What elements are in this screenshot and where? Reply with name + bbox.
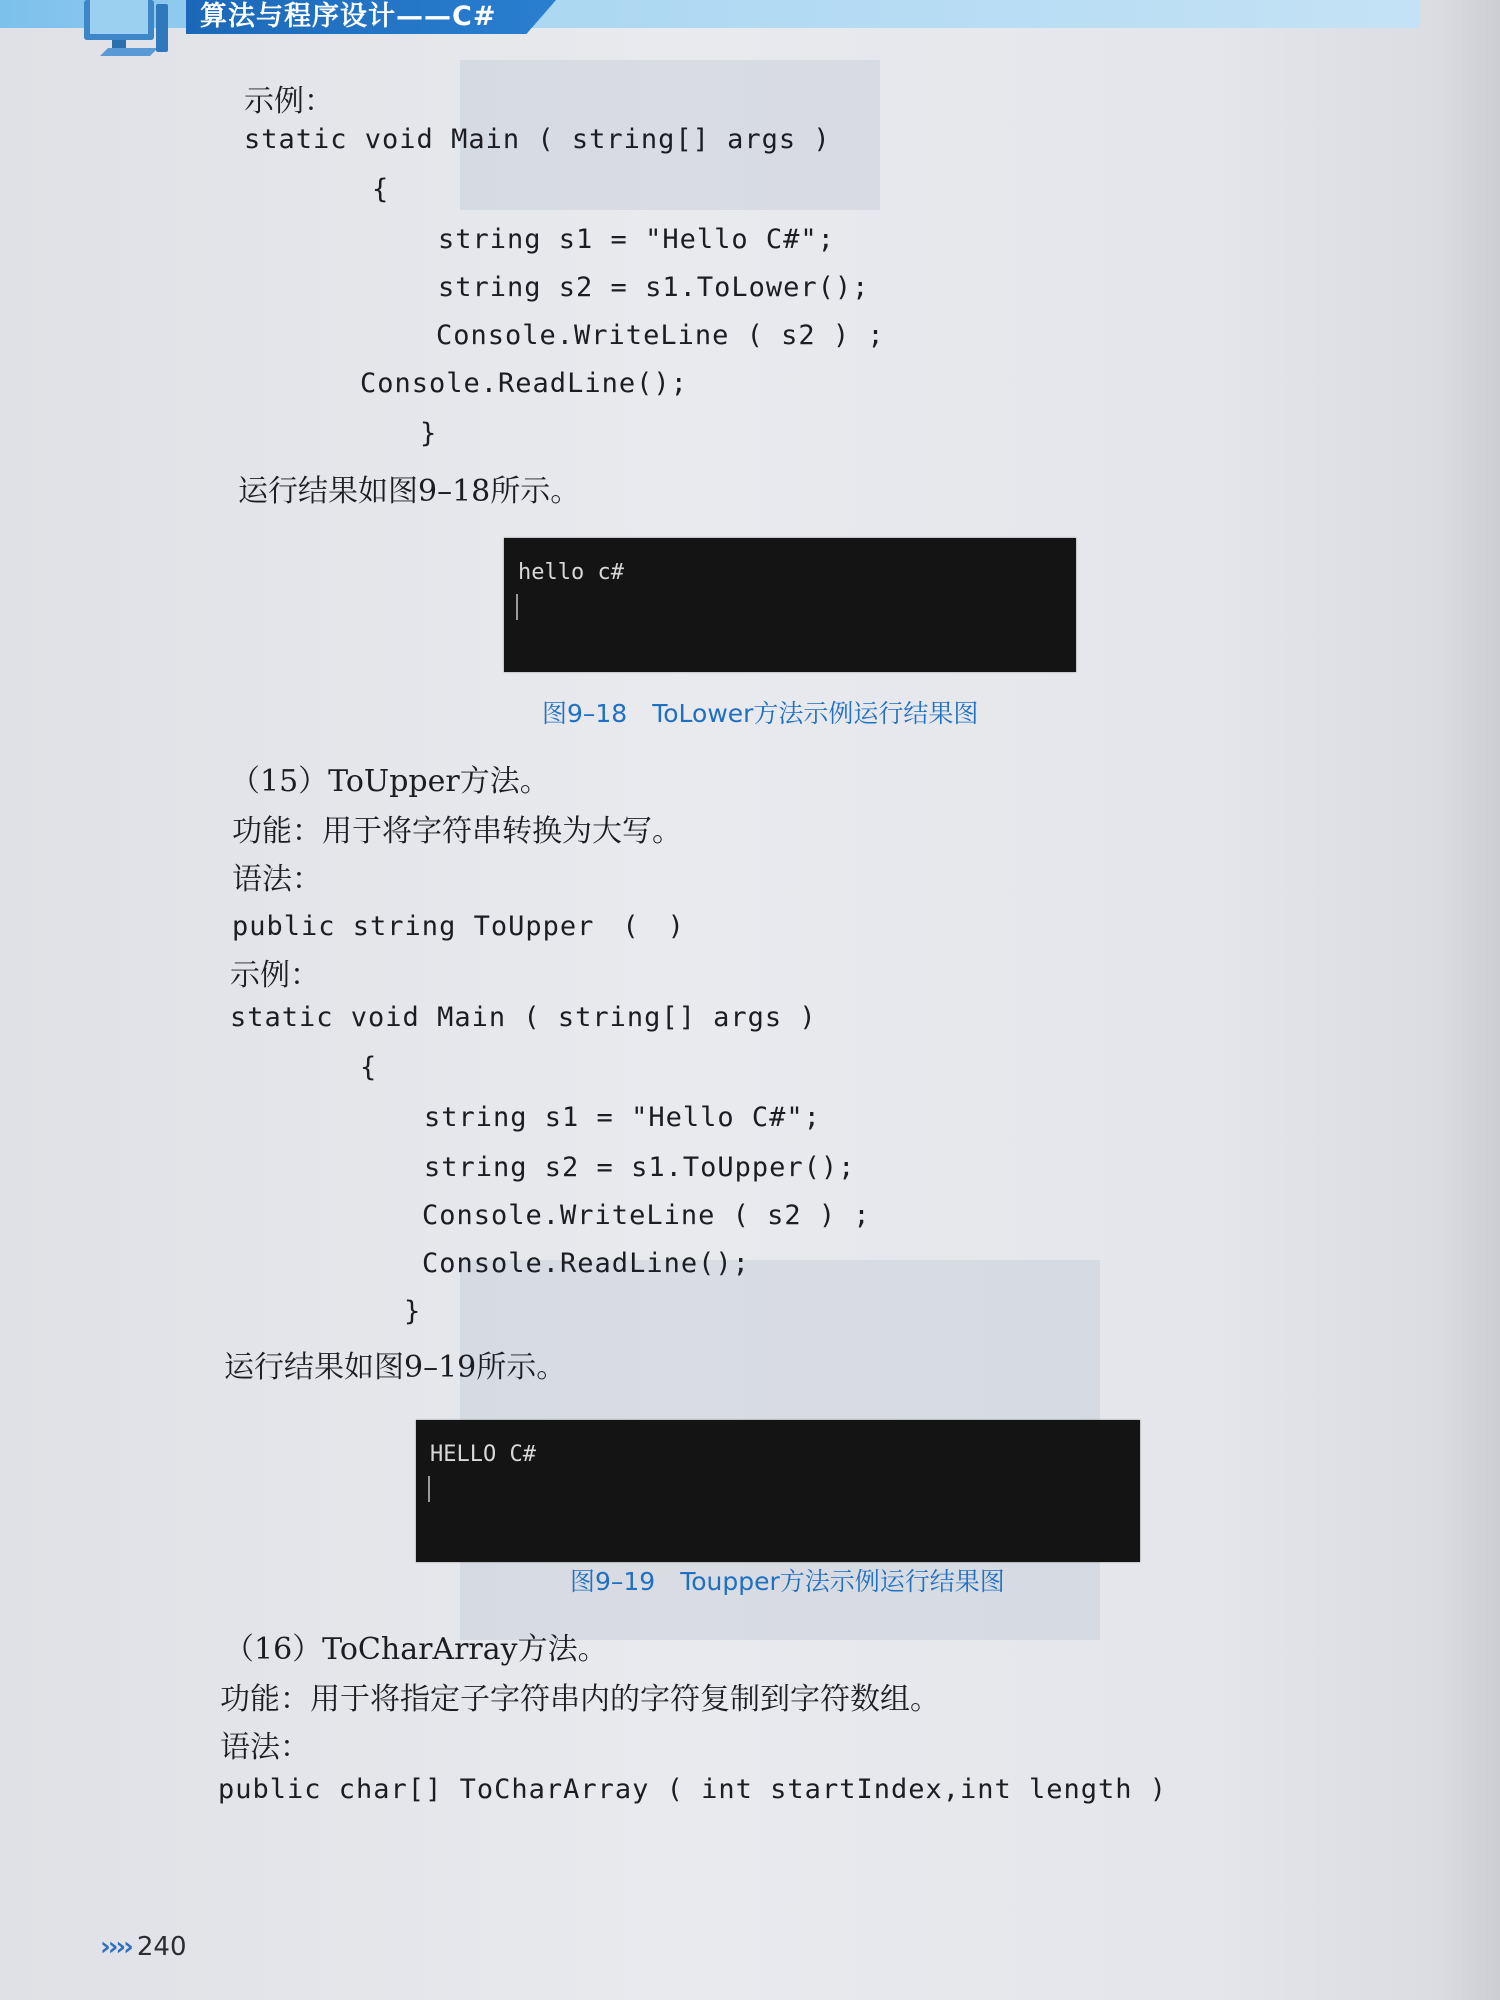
- code-line: string s2 = s1.ToLower();: [438, 272, 870, 303]
- section-heading: （15）ToUpper方法。: [230, 764, 550, 799]
- code-line: }: [420, 418, 438, 449]
- console-output: hello c#: [518, 560, 624, 585]
- page-number-value: 240: [136, 1932, 187, 1962]
- page-edge-shadow: [1440, 0, 1500, 2000]
- arrow-icon: ››››: [100, 1932, 131, 1962]
- page-number: [100, 1932, 187, 1962]
- console-window-9-19: [416, 1420, 1140, 1562]
- code-line: Console.WriteLine ( s2 ) ;: [422, 1200, 871, 1231]
- code-line: Console.ReadLine();: [360, 368, 688, 399]
- code-line: string s2 = s1.ToUpper();: [424, 1152, 856, 1183]
- code-line: Console.ReadLine();: [422, 1248, 750, 1279]
- console-output: HELLO C#: [430, 1442, 536, 1467]
- example-label: 示例：: [244, 84, 334, 119]
- figure-caption: 图9–18 ToLower方法示例运行结果图: [542, 699, 979, 728]
- result-text: 运行结果如图9–18所示。: [238, 474, 581, 509]
- figure-caption: 图9–19 Toupper方法示例运行结果图: [570, 1567, 1005, 1596]
- code-line: string s1 = "Hello C#";: [438, 224, 835, 255]
- section-heading: （16）ToCharArray方法。: [224, 1632, 608, 1667]
- code-line: Console.WriteLine ( s2 ) ;: [436, 320, 885, 351]
- function-text: 功能：用于将指定子字符串内的字符复制到字符数组。: [220, 1682, 940, 1717]
- console-window-9-18: [504, 538, 1076, 672]
- syntax-label: 语法：: [232, 862, 322, 897]
- result-text: 运行结果如图9–19所示。: [224, 1350, 567, 1385]
- code-line: static void Main ( string[] args ): [230, 1002, 817, 1033]
- code-line: {: [372, 174, 390, 205]
- example-label: 示例：: [230, 958, 320, 993]
- code-line: static void Main ( string[] args ): [244, 124, 831, 155]
- code-line: }: [404, 1296, 422, 1327]
- syntax-code: public string ToUpper ( ): [232, 911, 685, 942]
- function-text: 功能：用于将字符串转换为大写。: [232, 814, 682, 849]
- book-title: 算法与程序设计——C#: [200, 1, 497, 32]
- console-cursor: [516, 594, 518, 620]
- code-line: string s1 = "Hello C#";: [424, 1102, 821, 1133]
- console-cursor: [428, 1476, 430, 1502]
- computer-icon: [80, 0, 170, 60]
- syntax-label: 语法：: [220, 1730, 310, 1765]
- code-line: {: [360, 1052, 378, 1083]
- syntax-code: public char[] ToCharArray ( int startIndex,int length ): [218, 1774, 1168, 1805]
